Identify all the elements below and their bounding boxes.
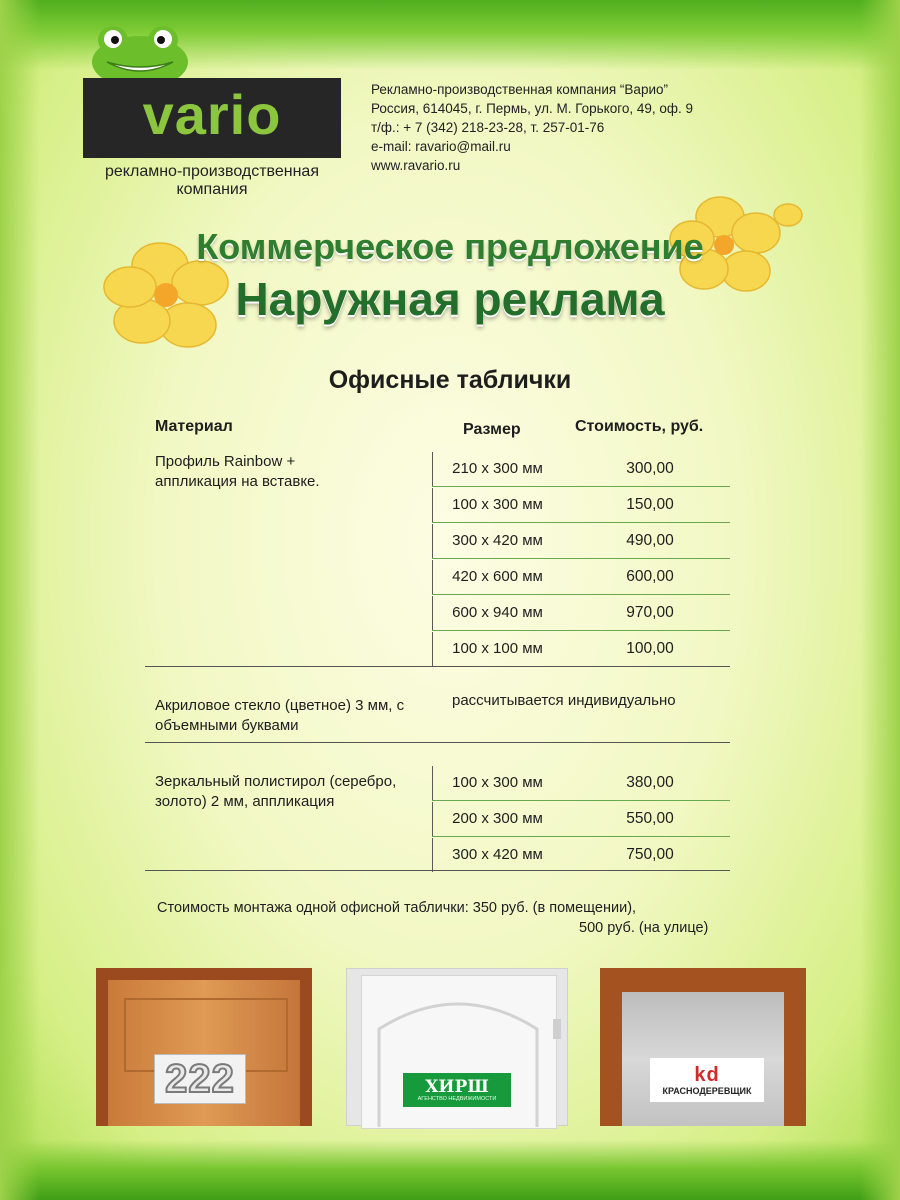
door-photo-1	[96, 968, 312, 1126]
email: e-mail: ravario@mail.ru	[371, 139, 511, 154]
heading-line1: Коммерческое предложение	[196, 226, 704, 267]
group-separator	[145, 870, 730, 871]
address: Россия, 614045, г. Пермь, ул. М. Горького, 49, оф. 9	[371, 101, 694, 116]
size-cell: 300 х 420 мм	[432, 524, 562, 558]
mounting-cost-line2: 500 руб. (на улице)	[579, 920, 709, 936]
logo-box	[83, 78, 341, 158]
door-photo-2	[346, 968, 568, 1126]
size-cell: 100 х 300 мм	[432, 488, 562, 522]
price-cell: 750,00	[626, 846, 674, 863]
price-cell: 380,00	[626, 774, 674, 791]
price-cell: 600,00	[626, 568, 674, 585]
row-divider	[432, 630, 730, 631]
size-cell: 100 х 300 мм	[432, 766, 562, 800]
price-cell: 490,00	[626, 532, 674, 549]
door-photo-3	[600, 968, 806, 1126]
door-plate-222	[154, 1054, 246, 1104]
company-name: Рекламно-производственная компания “Варио”	[371, 82, 668, 97]
mounting-cost-line1: Стоимость монтажа одной офисной таблички: 350 руб. (в помещении),	[157, 900, 637, 916]
plate-subtitle: АГЕНСТВО НЕДВИЖИМОСТИ	[417, 1095, 497, 1102]
plate-company: КРАСНОДЕРЕВЩИК	[662, 1085, 752, 1096]
size-cell: 420 х 600 мм	[432, 560, 562, 594]
heading-line2: Наружная реклама	[235, 273, 665, 325]
size-cell: 100 х 100 мм	[432, 632, 562, 666]
section-title: Офисные таблички	[328, 366, 572, 394]
frog-icon	[85, 22, 195, 86]
plate-number: 222	[165, 1056, 235, 1101]
size-cell: 210 х 300 мм	[432, 452, 562, 486]
price-cell: 970,00	[626, 604, 674, 621]
contacts-block	[371, 80, 831, 175]
header-cost: Стоимость, руб.	[575, 418, 704, 435]
group-separator	[145, 666, 730, 667]
size-cell: 300 х 420 мм	[432, 838, 562, 872]
door-plate-hirsh	[403, 1073, 511, 1107]
size-cell: 600 х 940 мм	[432, 596, 562, 630]
kd-logo: kd	[694, 1063, 720, 1086]
header-material: Материал	[155, 418, 233, 435]
price-cell: 150,00	[626, 496, 674, 513]
plate-title: ХИРШ	[425, 1076, 489, 1097]
left-border-decoration	[0, 0, 40, 1200]
price-cell: 100,00	[626, 640, 674, 657]
row-divider	[432, 594, 730, 595]
logo-subtitle: рекламно-производственная компания	[105, 163, 319, 198]
door-plate-krasnoderevshchik	[650, 1058, 764, 1102]
bottom-green-band	[0, 1140, 900, 1200]
size-cell: 200 х 300 мм	[432, 802, 562, 836]
header-size: Размер	[463, 421, 521, 438]
right-border-decoration	[860, 0, 900, 1200]
phone: т/ф.: + 7 (342) 218-23-28, т. 257-01-76	[371, 120, 605, 135]
row-divider	[432, 800, 730, 801]
logo-brand: vario	[142, 83, 282, 146]
material-group1: Профиль Rainbow + аппликация на вставке.	[155, 453, 320, 490]
website: www.ravario.ru	[371, 158, 461, 173]
row-divider	[432, 836, 730, 837]
row-divider	[432, 486, 730, 487]
row-divider	[432, 522, 730, 523]
group-separator	[145, 742, 730, 743]
row-divider	[432, 558, 730, 559]
material-group2: Акриловое стекло (цветное) 3 мм, с объемными буквами	[155, 697, 405, 734]
individual-price-note: рассчитывается индивидуально	[452, 692, 676, 709]
material-group3: Зеркальный полистирол (серебро, золото) 2 мм, аппликация	[155, 773, 397, 810]
price-cell: 300,00	[626, 460, 674, 477]
price-cell: 550,00	[626, 810, 674, 827]
